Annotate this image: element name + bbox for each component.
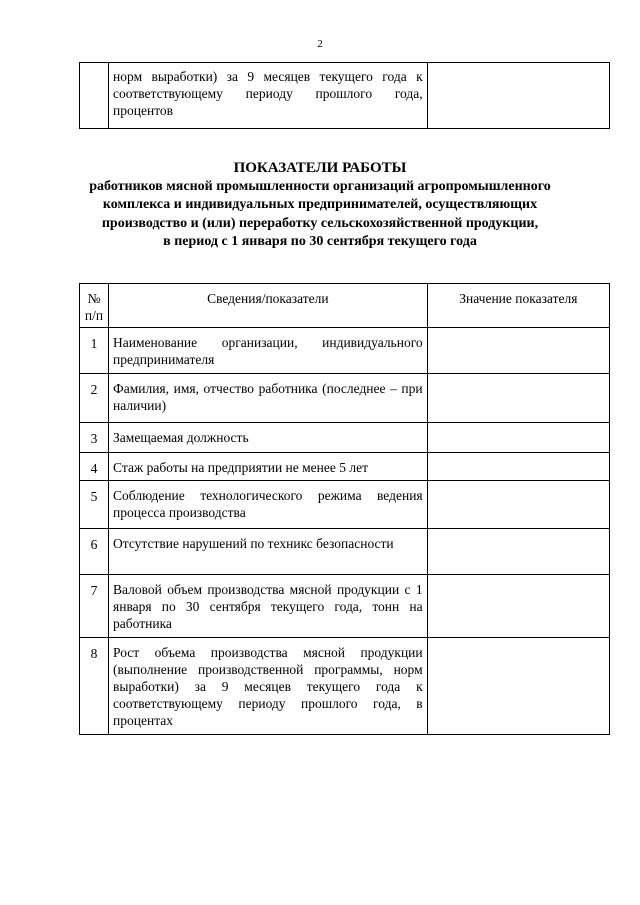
continuation-row <box>80 63 610 129</box>
header-num-line1: № <box>87 291 101 306</box>
table-row <box>80 481 610 529</box>
title-line-4: в период с 1 января по 30 сентября текущего года <box>163 234 477 249</box>
row-num: 1 <box>80 328 109 374</box>
row-value[interactable] <box>427 575 609 638</box>
continuation-num-cell <box>80 63 109 129</box>
row-text: Отсутствие нарушений по техникс безопасности <box>109 529 428 575</box>
row-value[interactable] <box>427 453 609 481</box>
row-text: Валовой объем производства мясной продукции с 1 января по 30 сентября текущего года, тонн на работника <box>109 575 428 638</box>
row-value[interactable] <box>427 374 609 423</box>
row-num: 3 <box>80 423 109 453</box>
table-header-row <box>80 284 610 328</box>
row-text: Фамилия, имя, отчество работника (последнее – при наличии) <box>109 374 428 423</box>
page-number: 2 <box>317 38 323 50</box>
indicators-table <box>79 283 610 735</box>
title-main: ПОКАЗАТЕЛИ РАБОТЫ <box>233 160 407 176</box>
table-row <box>80 638 610 735</box>
header-description: Сведения/показатели <box>109 284 428 328</box>
row-value[interactable] <box>427 529 609 575</box>
continuation-value-cell <box>427 63 609 129</box>
row-text: Замещаемая должность <box>109 423 428 453</box>
row-num: 7 <box>80 575 109 638</box>
document-title <box>60 159 580 252</box>
header-num <box>80 284 109 328</box>
row-text: Наименование организации, индивидуального предпринимателя <box>109 328 428 374</box>
row-text: Стаж работы на предприятии не менее 5 лет <box>109 453 428 481</box>
title-line-2: комплекса и индивидуальных предпринимателей, осуществляющих <box>102 197 538 212</box>
row-num: 2 <box>80 374 109 423</box>
row-value[interactable] <box>427 328 609 374</box>
title-line-3: производство и (или) переработку сельскохозяйственной продукции, <box>101 215 539 231</box>
row-value[interactable] <box>427 638 609 735</box>
table-row <box>80 529 610 575</box>
header-value: Значение показателя <box>427 284 609 328</box>
row-num: 4 <box>80 453 109 481</box>
row-num: 6 <box>80 529 109 575</box>
continuation-text: норм выработки) за 9 месяцев текущего года к соответствующему периоду прошлого года, процентов <box>109 63 428 129</box>
row-text: Соблюдение технологического режима ведения процесса производства <box>109 481 428 529</box>
table-row <box>80 423 610 453</box>
header-num-line2: п/п <box>84 308 104 323</box>
row-text: Рост объема производства мясной продукции (выполнение производственной программы, норм выработки) за 9 месяцев текущего года к соответствующему периоду прошлого года, в процентах <box>109 638 428 735</box>
row-value[interactable] <box>427 423 609 453</box>
table-row <box>80 575 610 638</box>
continuation-table <box>79 62 610 129</box>
row-value[interactable] <box>427 481 609 529</box>
row-num: 8 <box>80 638 109 735</box>
table-row <box>80 374 610 423</box>
table-row <box>80 453 610 481</box>
row-num: 5 <box>80 481 109 529</box>
title-line-1: работников мясной промышленности организаций агропромышленного <box>89 178 551 194</box>
table-row <box>80 328 610 374</box>
